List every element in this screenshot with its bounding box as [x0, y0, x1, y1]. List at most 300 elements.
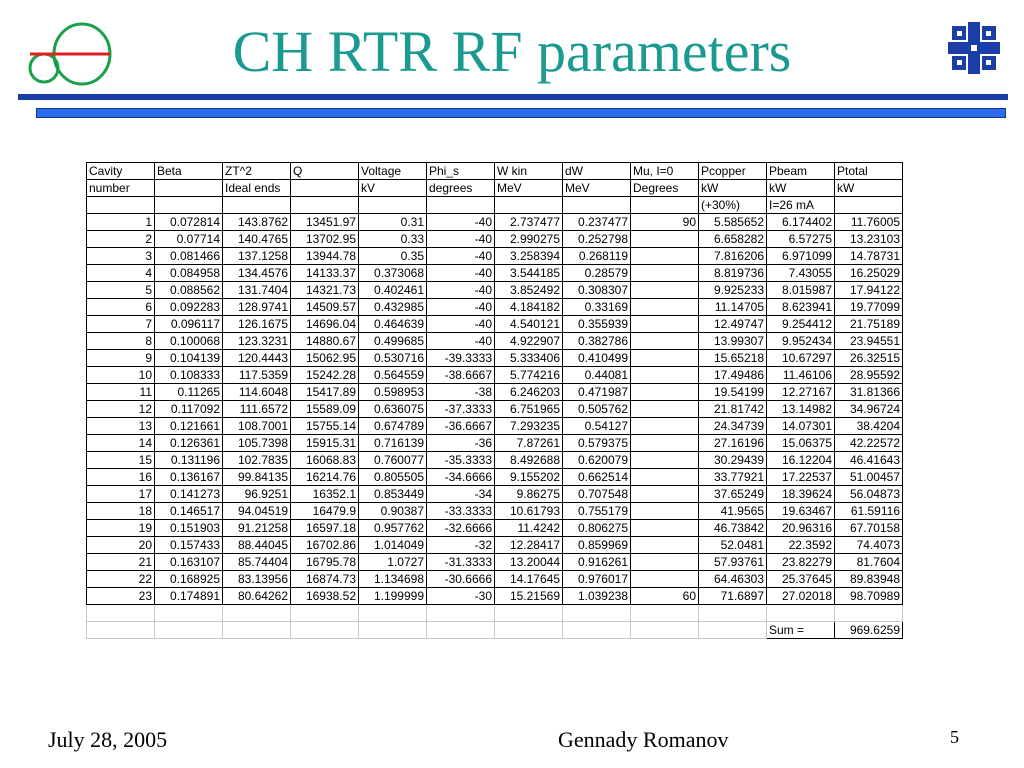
table-cell: 13.14982	[767, 401, 835, 418]
footer-date: July 28, 2005	[48, 727, 168, 752]
table-cell: 1.134698	[359, 571, 427, 588]
table-cell: 0.33	[359, 231, 427, 248]
table-cell: 15	[87, 452, 155, 469]
table-cell: 71.6897	[699, 588, 767, 605]
table-row	[87, 418, 903, 435]
table-cell: 5.333406	[495, 350, 563, 367]
table-row	[87, 214, 903, 231]
table-cell: 0.976017	[563, 571, 631, 588]
table-row	[87, 265, 903, 282]
table-cell: 16874.73	[291, 571, 359, 588]
table-cell: 67.70158	[835, 520, 903, 537]
header-cell	[291, 180, 359, 197]
table-cell: 0.121661	[155, 418, 223, 435]
table-cell: 17.49486	[699, 367, 767, 384]
empty-cell	[835, 605, 903, 622]
table-cell: 28.95592	[835, 367, 903, 384]
table-cell: 6.174402	[767, 214, 835, 231]
table-cell: 31.81366	[835, 384, 903, 401]
table-cell: 81.7604	[835, 554, 903, 571]
table-cell: -38.6667	[427, 367, 495, 384]
table-cell: 7.816206	[699, 248, 767, 265]
header-cell	[291, 197, 359, 214]
table-cell	[631, 469, 699, 486]
table-cell: 13	[87, 418, 155, 435]
table-cell: 5.585652	[699, 214, 767, 231]
table-cell: 16352.1	[291, 486, 359, 503]
table-cell: 0.108333	[155, 367, 223, 384]
table-cell: 51.00457	[835, 469, 903, 486]
table-cell: 20	[87, 537, 155, 554]
table-cell: -39.3333	[427, 350, 495, 367]
table-cell: 13944.78	[291, 248, 359, 265]
table-cell: 0.716139	[359, 435, 427, 452]
table-cell: 3.852492	[495, 282, 563, 299]
table-cell: 0.90387	[359, 503, 427, 520]
table-cell: 91.21258	[223, 520, 291, 537]
table-cell: 23.94551	[835, 333, 903, 350]
table-cell: 15062.95	[291, 350, 359, 367]
table-cell: 19.77099	[835, 299, 903, 316]
table-cell: 21.81742	[699, 401, 767, 418]
table-cell: 134.4576	[223, 265, 291, 282]
header-cell: Ptotal	[835, 163, 903, 180]
empty-cell	[495, 622, 563, 639]
table-cell: 9.254412	[767, 316, 835, 333]
header-cell: I=26 mA	[767, 197, 835, 214]
table-cell: 17.22537	[767, 469, 835, 486]
table-cell	[631, 486, 699, 503]
empty-cell	[291, 605, 359, 622]
table-cell: 114.6048	[223, 384, 291, 401]
table-cell: 0.35	[359, 248, 427, 265]
table-cell	[631, 401, 699, 418]
table-cell: 0.957762	[359, 520, 427, 537]
table-cell: 0.410499	[563, 350, 631, 367]
table-cell: 1.014049	[359, 537, 427, 554]
table-cell: 0.141273	[155, 486, 223, 503]
empty-cell	[699, 622, 767, 639]
table-cell: 2.737477	[495, 214, 563, 231]
header-cell: Q	[291, 163, 359, 180]
header-cell	[87, 197, 155, 214]
table-cell: -40	[427, 214, 495, 231]
table-cell: 4.922907	[495, 333, 563, 350]
table-sum-row	[87, 622, 903, 639]
table-cell: 0.373068	[359, 265, 427, 282]
table-cell: 15242.28	[291, 367, 359, 384]
table-cell: 111.6572	[223, 401, 291, 418]
table-cell: 105.7398	[223, 435, 291, 452]
table-cell: 80.64262	[223, 588, 291, 605]
table-cell: 0.151903	[155, 520, 223, 537]
table-cell: 0.07714	[155, 231, 223, 248]
table-cell: 123.3231	[223, 333, 291, 350]
table-cell: 17	[87, 486, 155, 503]
table-cell: 10	[87, 367, 155, 384]
header-cell: Voltage	[359, 163, 427, 180]
table-cell: 14321.73	[291, 282, 359, 299]
table-cell: 10.67297	[767, 350, 835, 367]
table-cell: -40	[427, 333, 495, 350]
table-cell: 15417.89	[291, 384, 359, 401]
table-cell: 42.22572	[835, 435, 903, 452]
empty-cell	[87, 622, 155, 639]
table-cell: 27.16196	[699, 435, 767, 452]
table-cell: 0.755179	[563, 503, 631, 520]
table-cell: 0.355939	[563, 316, 631, 333]
table-cell: 16795.78	[291, 554, 359, 571]
empty-cell	[427, 605, 495, 622]
table-cell: 8.015987	[767, 282, 835, 299]
table-cell: 41.9565	[699, 503, 767, 520]
empty-cell	[291, 622, 359, 639]
table-cell: 0.674789	[359, 418, 427, 435]
table-cell: 4.184182	[495, 299, 563, 316]
table-cell: -40	[427, 231, 495, 248]
table-cell: 8.819736	[699, 265, 767, 282]
table-cell: 0.662514	[563, 469, 631, 486]
table-cell: 0.104139	[155, 350, 223, 367]
header-cell: MeV	[495, 180, 563, 197]
table-cell: 57.93761	[699, 554, 767, 571]
table-cell: -38	[427, 384, 495, 401]
table-cell: 2	[87, 231, 155, 248]
table-cell: -40	[427, 265, 495, 282]
table-cell: 137.1258	[223, 248, 291, 265]
table-cell: 0.168925	[155, 571, 223, 588]
header-cell	[155, 197, 223, 214]
table-cell: 26.32515	[835, 350, 903, 367]
table-cell: 11.76005	[835, 214, 903, 231]
table-cell: 13.20044	[495, 554, 563, 571]
table-cell: -37.3333	[427, 401, 495, 418]
empty-cell	[359, 605, 427, 622]
table-cell: 89.83948	[835, 571, 903, 588]
table-cell: 0.402461	[359, 282, 427, 299]
table-cell: 15.65218	[699, 350, 767, 367]
empty-cell	[223, 605, 291, 622]
table-header-row	[87, 197, 903, 214]
table-cell: 46.73842	[699, 520, 767, 537]
table-row	[87, 299, 903, 316]
table-cell: 0.11265	[155, 384, 223, 401]
table-cell: 3.544185	[495, 265, 563, 282]
table-row	[87, 520, 903, 537]
table-cell: 90	[631, 214, 699, 231]
header-cell	[155, 180, 223, 197]
table-cell: 18	[87, 503, 155, 520]
table-row	[87, 469, 903, 486]
table-cell: -36.6667	[427, 418, 495, 435]
empty-cell	[427, 622, 495, 639]
rf-parameters-table	[86, 162, 903, 639]
header-cell	[835, 197, 903, 214]
empty-cell	[155, 605, 223, 622]
sum-value: 969.6259	[835, 622, 903, 639]
table-cell: 0.146517	[155, 503, 223, 520]
header-cell: MeV	[563, 180, 631, 197]
table-cell: -40	[427, 248, 495, 265]
table-cell	[631, 571, 699, 588]
header-cell: Beta	[155, 163, 223, 180]
table-cell: 14.07301	[767, 418, 835, 435]
header-cell: Phi_s	[427, 163, 495, 180]
table-cell: 13.23103	[835, 231, 903, 248]
table-cell: 21	[87, 554, 155, 571]
table-cell: 0.268119	[563, 248, 631, 265]
table-cell: 22	[87, 571, 155, 588]
empty-cell	[631, 622, 699, 639]
table-cell: 120.4443	[223, 350, 291, 367]
table-cell: 94.04519	[223, 503, 291, 520]
table-cell	[631, 265, 699, 282]
header-cell: number	[87, 180, 155, 197]
table-cell: 0.707548	[563, 486, 631, 503]
table-cell: 3	[87, 248, 155, 265]
table-cell: 6.57275	[767, 231, 835, 248]
table-cell: 6.971099	[767, 248, 835, 265]
header-cell: (+30%)	[699, 197, 767, 214]
empty-cell	[631, 605, 699, 622]
table-cell: 0.163107	[155, 554, 223, 571]
table-cell: 14696.04	[291, 316, 359, 333]
table-cell: 0.092283	[155, 299, 223, 316]
table-cell: 38.4204	[835, 418, 903, 435]
table-cell: 7	[87, 316, 155, 333]
table-cell: 0.564559	[359, 367, 427, 384]
table-cell: 12.28417	[495, 537, 563, 554]
table-cell: 9	[87, 350, 155, 367]
header-cell: kW	[835, 180, 903, 197]
table-cell: 17.94122	[835, 282, 903, 299]
table-cell: 8.623941	[767, 299, 835, 316]
table-row	[87, 248, 903, 265]
table-cell: 12.49747	[699, 316, 767, 333]
table-cell	[631, 231, 699, 248]
table-cell: 23.82279	[767, 554, 835, 571]
empty-cell	[359, 622, 427, 639]
table-cell: 2.990275	[495, 231, 563, 248]
table-cell: 5	[87, 282, 155, 299]
table-cell: 9.155202	[495, 469, 563, 486]
table-cell: 14509.57	[291, 299, 359, 316]
table-cell: 19.54199	[699, 384, 767, 401]
footer-author: Gennady Romanov	[558, 727, 729, 752]
table-cell: 0.499685	[359, 333, 427, 350]
table-cell: 16068.83	[291, 452, 359, 469]
table-cell	[631, 503, 699, 520]
table-cell: 6.751965	[495, 401, 563, 418]
table-cell: 99.84135	[223, 469, 291, 486]
table-cell: 0.31	[359, 214, 427, 231]
header-cell: Mu, I=0	[631, 163, 699, 180]
empty-cell	[87, 605, 155, 622]
table-row	[87, 231, 903, 248]
table-cell: 9.952434	[767, 333, 835, 350]
empty-cell	[495, 605, 563, 622]
table-row	[87, 282, 903, 299]
table-cell: 96.9251	[223, 486, 291, 503]
table-cell: 16479.9	[291, 503, 359, 520]
table-cell: 74.4073	[835, 537, 903, 554]
table-row	[87, 350, 903, 367]
table-cell: 16.12204	[767, 452, 835, 469]
table-header-row	[87, 180, 903, 197]
table-row	[87, 435, 903, 452]
table-cell: 11	[87, 384, 155, 401]
table-cell: 0.916261	[563, 554, 631, 571]
table-cell: 126.1675	[223, 316, 291, 333]
table-cell: -40	[427, 316, 495, 333]
table-row	[87, 384, 903, 401]
table-cell	[631, 452, 699, 469]
table-cell: 52.0481	[699, 537, 767, 554]
table-row	[87, 537, 903, 554]
table-cell: 16702.86	[291, 537, 359, 554]
table-cell: 0.636075	[359, 401, 427, 418]
table-cell: 14133.37	[291, 265, 359, 282]
table-cell: 18.39624	[767, 486, 835, 503]
empty-cell	[563, 622, 631, 639]
table-cell: -30.6666	[427, 571, 495, 588]
table-cell: 85.74404	[223, 554, 291, 571]
table-row	[87, 333, 903, 350]
table-cell: -31.3333	[427, 554, 495, 571]
table-cell: 12.27167	[767, 384, 835, 401]
table-cell: 128.9741	[223, 299, 291, 316]
table-cell: 13451.97	[291, 214, 359, 231]
table-cell: 0.530716	[359, 350, 427, 367]
table-cell: 7.43055	[767, 265, 835, 282]
table-cell: 1.0727	[359, 554, 427, 571]
table-cell: -33.3333	[427, 503, 495, 520]
table-cell: 0.096117	[155, 316, 223, 333]
table-cell: 0.859969	[563, 537, 631, 554]
table-cell: 0.28579	[563, 265, 631, 282]
table-cell: 0.136167	[155, 469, 223, 486]
table-cell: 19	[87, 520, 155, 537]
table-cell: 0.072814	[155, 214, 223, 231]
table-cell: 34.96724	[835, 401, 903, 418]
table-cell: 0.237477	[563, 214, 631, 231]
table-cell: -35.3333	[427, 452, 495, 469]
table-cell: -34.6666	[427, 469, 495, 486]
table-row	[87, 571, 903, 588]
table-cell: 20.96316	[767, 520, 835, 537]
table-cell: 16214.76	[291, 469, 359, 486]
table-cell: 21.75189	[835, 316, 903, 333]
table-cell: 8.492688	[495, 452, 563, 469]
table-cell	[631, 418, 699, 435]
table-cell: 4.540121	[495, 316, 563, 333]
table-cell: -32.6666	[427, 520, 495, 537]
table-row	[87, 452, 903, 469]
table-cell: 9.925233	[699, 282, 767, 299]
table-cell: 0.088562	[155, 282, 223, 299]
header-cell: kV	[359, 180, 427, 197]
table-cell: 16	[87, 469, 155, 486]
table-cell	[631, 520, 699, 537]
table-cell: 56.04873	[835, 486, 903, 503]
empty-cell	[767, 605, 835, 622]
table-cell: 0.805505	[359, 469, 427, 486]
table-cell: 108.7001	[223, 418, 291, 435]
header-cell: Cavity	[87, 163, 155, 180]
table-cell: 22.3592	[767, 537, 835, 554]
table-row	[87, 486, 903, 503]
table-cell: 0.44081	[563, 367, 631, 384]
table-cell: 3.258394	[495, 248, 563, 265]
table-cell: 60	[631, 588, 699, 605]
table-cell	[631, 316, 699, 333]
table-cell: 6.658282	[699, 231, 767, 248]
table-row	[87, 554, 903, 571]
table-cell: 12	[87, 401, 155, 418]
header-cell: Degrees	[631, 180, 699, 197]
table-cell: 4	[87, 265, 155, 282]
table-cell: 83.13956	[223, 571, 291, 588]
header-cell	[495, 197, 563, 214]
table-cell: 14.78731	[835, 248, 903, 265]
header-cell: degrees	[427, 180, 495, 197]
table-cell: 33.77921	[699, 469, 767, 486]
table-cell: 0.117092	[155, 401, 223, 418]
table-cell: 0.432985	[359, 299, 427, 316]
table-cell: 6	[87, 299, 155, 316]
table-cell	[631, 384, 699, 401]
table-cell: 16.25029	[835, 265, 903, 282]
table-cell: 0.100068	[155, 333, 223, 350]
table-cell: 0.081466	[155, 248, 223, 265]
table-cell: 0.131196	[155, 452, 223, 469]
table-row	[87, 588, 903, 605]
table-blank-row	[87, 605, 903, 622]
header-cell	[223, 197, 291, 214]
table-cell: 0.579375	[563, 435, 631, 452]
table-cell: 140.4765	[223, 231, 291, 248]
table-cell: 19.63467	[767, 503, 835, 520]
table-cell: 5.774216	[495, 367, 563, 384]
header-cell: W kin	[495, 163, 563, 180]
table-cell: 15589.09	[291, 401, 359, 418]
table-cell: 9.86275	[495, 486, 563, 503]
table-cell: 98.70989	[835, 588, 903, 605]
table-cell: 0.620079	[563, 452, 631, 469]
table-cell: -32	[427, 537, 495, 554]
header-cell: Pcopper	[699, 163, 767, 180]
table-cell	[631, 537, 699, 554]
table-row	[87, 367, 903, 384]
table-cell: -30	[427, 588, 495, 605]
table-cell: 0.464639	[359, 316, 427, 333]
header-cell: ZT^2	[223, 163, 291, 180]
table-cell: 8	[87, 333, 155, 350]
table-cell: 13702.95	[291, 231, 359, 248]
table-cell: -40	[427, 282, 495, 299]
empty-cell	[155, 622, 223, 639]
header-cell	[563, 197, 631, 214]
table-cell: 102.7835	[223, 452, 291, 469]
table-cell: 0.174891	[155, 588, 223, 605]
table-cell: 1.039238	[563, 588, 631, 605]
table-cell: 25.37645	[767, 571, 835, 588]
table-cell: 0.157433	[155, 537, 223, 554]
table-cell	[631, 435, 699, 452]
table-cell: 143.8762	[223, 214, 291, 231]
table-cell: 117.5359	[223, 367, 291, 384]
table-cell: 15.06375	[767, 435, 835, 452]
